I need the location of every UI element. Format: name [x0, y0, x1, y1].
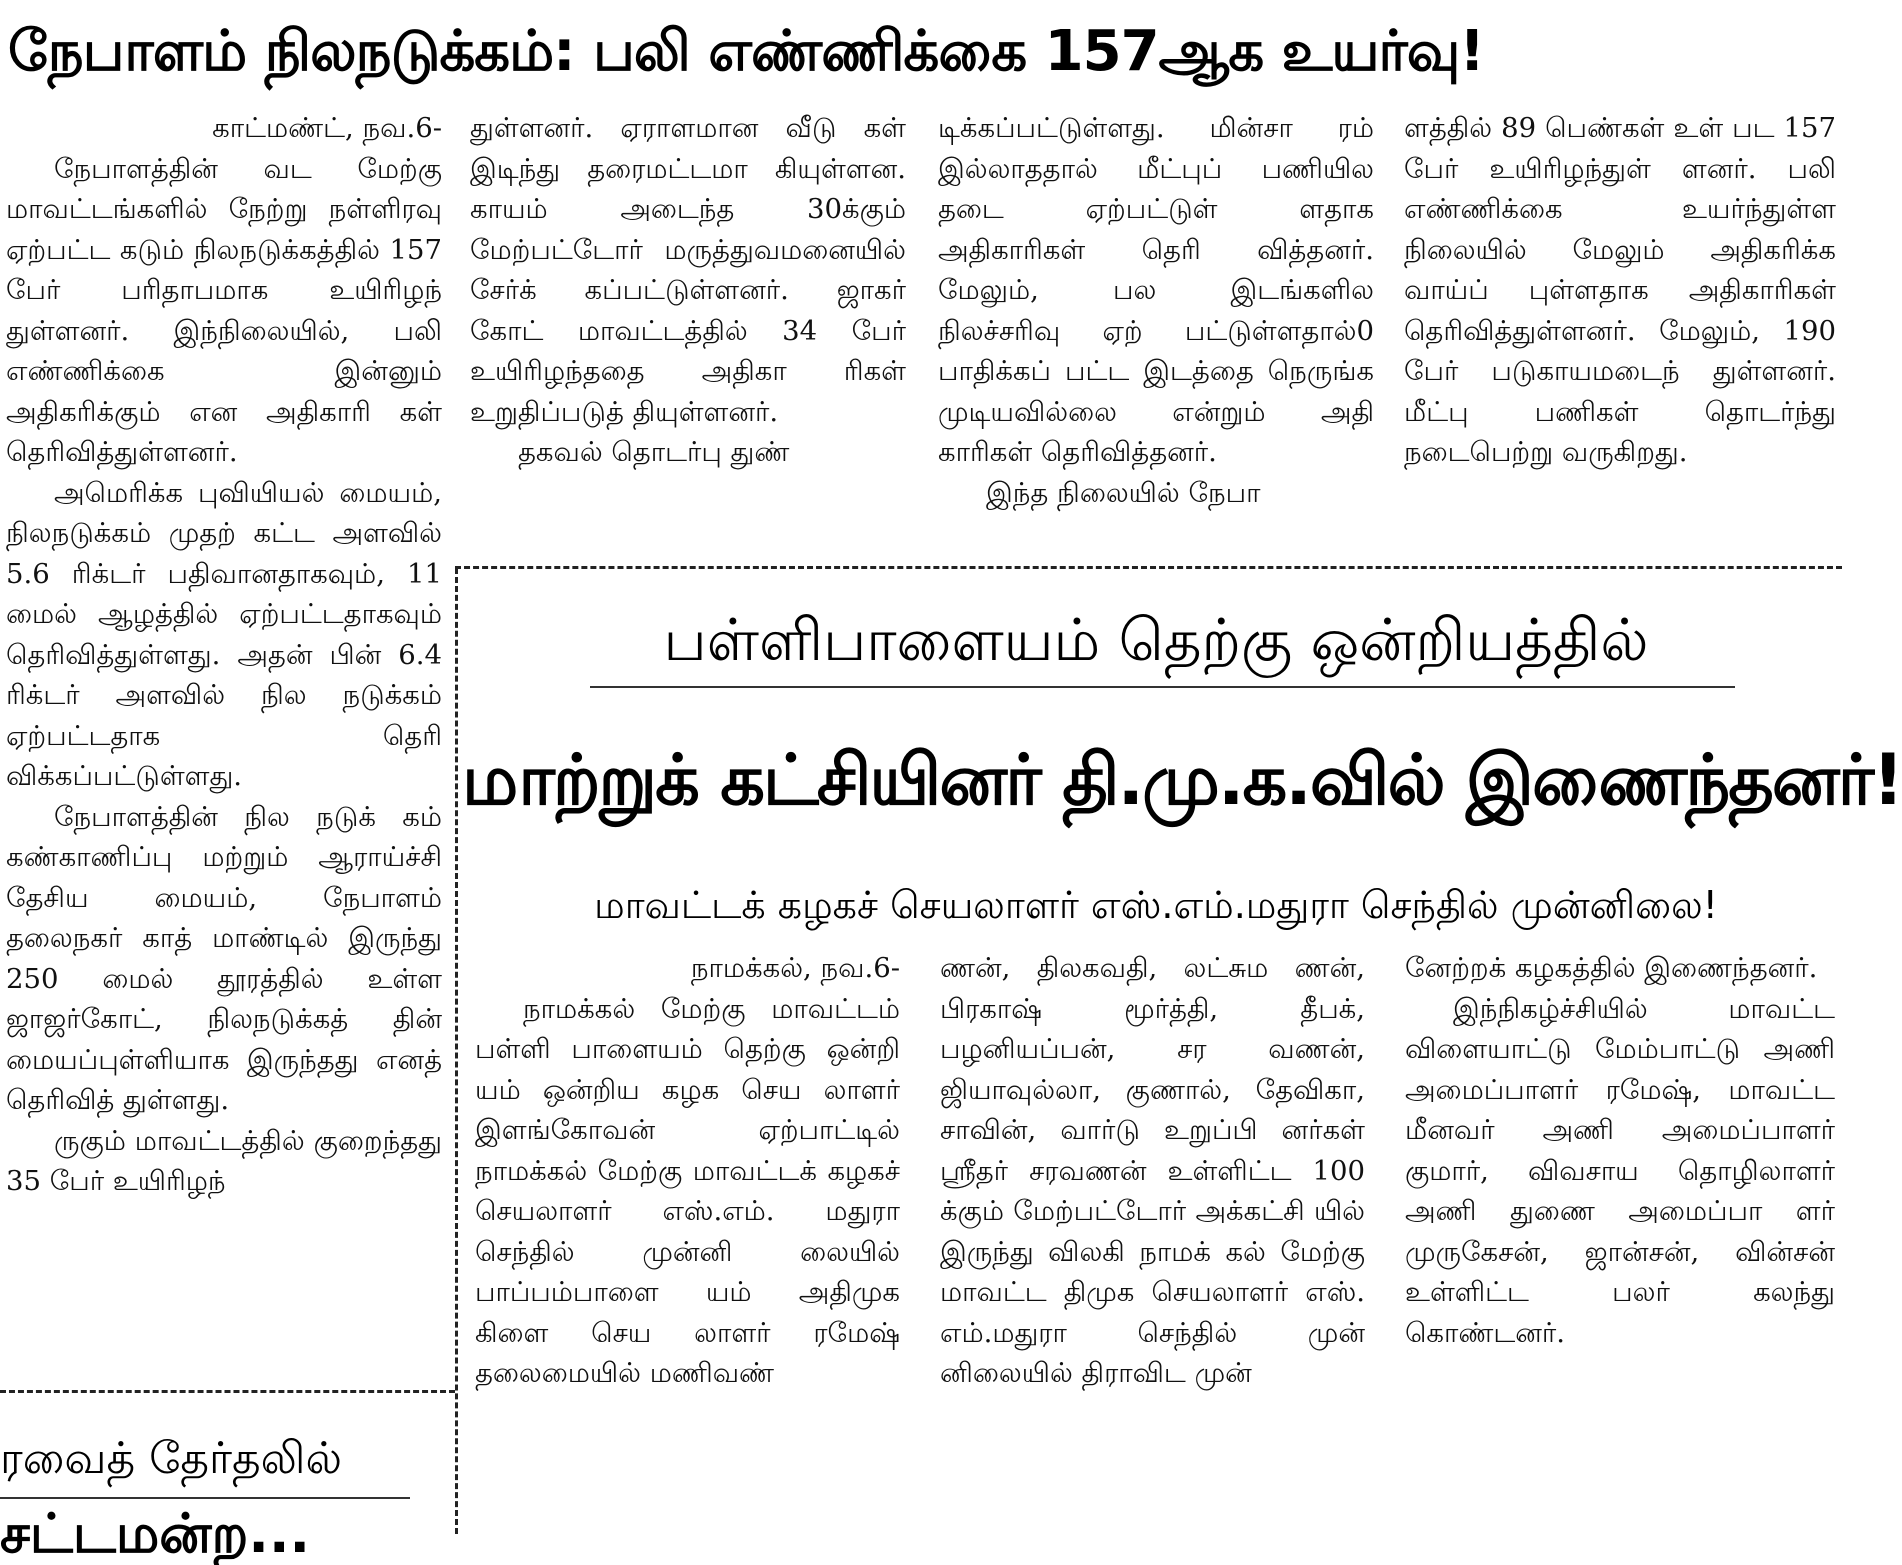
- story-divider-horizontal: [455, 566, 1842, 569]
- second-story-column-3: [1405, 948, 1835, 1353]
- paragraph: இந்நிகழ்ச்சியில் மாவட்ட விளையாட்டு மேம்பாட்டு அணி அமைப்பாளர் ரமேஷ், மாவட்ட மீனவர் அணி அமைப்பாளர் குமார், விவசாய தொழிலாளர் அணி துணை அமைப்பா ளர் முருகேசன், ஜான்சன், வின்சன் உள்ளிட்ட பலர் கலந்து கொண்டனர்.: [1405, 992, 1835, 1349]
- paragraph: நாமக்கல் மேற்கு மாவட்டம் பள்ளி பாளையம் தெற்கு ஒன்றி யம் ஒன்றிய கழக செய லாளர் இளங்கோவன் ஏற்பாட்டில் நாமக்கல் மேற்கு மாவட்டக் கழகச் செயலாளர் எஸ்.எம். மதுரா செந்தில் முன்னி லையில் பாப்பம்பாளை யம் அதிமுக கிளை செய லாளர் ரமேஷ் தலைமையில் மணிவண்: [475, 992, 900, 1389]
- side-story-title-fragment: சட்டமன்ற...: [0, 1502, 310, 1565]
- paragraph: னேற்றக் கழகத்தில் இணைந்தனர்.: [1405, 952, 1818, 984]
- paragraph: இந்த நிலையில் நேபா: [986, 476, 1261, 509]
- paragraph: டிக்கப்பட்டுள்ளது. மின்சா ரம் இல்லாததால் மீட்புப் பணியில தடை ஏற்பட்டுள் ளதாக அதிகாரிகள் தெரி வித்தனர். மேலும், பல இடங்களில நிலச்சரிவு ஏற் பட்டுள்ளதால்0 பாதிக்கப் பட்ட இடத்தை நெருங்க முடியவில்லை என்றும் அதி காரிகள் தெரிவித்தனர்.: [938, 112, 1374, 468]
- second-story-dateline: நாமக்கல், நவ.6-: [690, 952, 900, 984]
- paragraph: அமெரிக்க புவியியல் மையம், நிலநடுக்கம் முதற் கட்ட அளவில் 5.6 ரிக்டர் பதிவானதாகவும், 11 மைல் ஆழத்தில் ஏற்பட்டதாகவும் தெரிவித்துள்ளது. அதன் பின் 6.4 ரிக்டர் அளவில் நில நடுக்கம் ஏற்பட்டதாக தெரி விக்கப்பட்டுள்ளது.: [6, 476, 442, 792]
- paragraph: தகவல் தொடர்பு துண்: [518, 436, 790, 468]
- top-story-dateline: காட்மண்ட், நவ.6-: [212, 112, 442, 144]
- side-story-headline: ரவைத் தேர்தலில்: [0, 1433, 343, 1484]
- second-story-kicker: பள்ளிபாளையம் தெற்கு ஒன்றியத்தில்: [663, 606, 1649, 674]
- paragraph: நேபாளத்தின் வட மேற்கு மாவட்டங்களில் நேற்று நள்ளிரவு ஏற்பட்ட கடும் நிலநடுக்கத்தில் 157 பேர் பரிதாபமாக உயிரிழந் துள்ளனர். இந்நிலையில், பலி எண்ணிக்கை இன்னும் அதிகரிக்கும் என அதிகாரி கள் தெரிவித்துள்ளனர்.: [6, 152, 442, 468]
- second-story-column-1: [475, 948, 900, 1394]
- top-story-column-3: [938, 108, 1374, 513]
- paragraph: ளத்தில் 89 பெண்கள் உள் பட 157 பேர் உயிரிழந்துள் ளனர். பலி எண்ணிக்கை உயர்ந்துள்ள நிலையில் மேலும் அதிகரிக்க வாய்ப் புள்ளதாக அதிகாரிகள் தெரிவித்துள்ளனர். மேலும், 190 பேர் படுகாயமடைந் துள்ளனர். மீட்பு பணிகள் தொடர்ந்து நடைபெற்று வருகிறது.: [1404, 112, 1836, 468]
- top-story-column-1: [6, 108, 442, 1202]
- paragraph: ணன், திலகவதி, லட்சும ணன், பிரகாஷ் மூர்த்தி, தீபக், பழனியப்பன், சர வணன், ஜியாவுல்லா, குணால், தேவிகா, சாவின், வார்டு உறுப்பி னர்கள் ஸ்ரீதர் சரவணன் உள்ளிட்ட 100 க்கும் மேற்பட்டோர் அக்கட்சி யில் இருந்து விலகி நாமக் கல் மேற்கு மாவட்ட திமுக செயலாளர் எஸ். எம்.மதுரா செந்தில் முன் னிலையில் திராவிட முன்: [940, 952, 1365, 1389]
- main-headline: நேபாளம் நிலநடுக்கம்: பலி எண்ணிக்கை 157ஆக உயர்வு!: [8, 19, 1484, 84]
- paragraph: நேபாளத்தின் நில நடுக் கம் கண்காணிப்பு மற்றும் ஆராய்ச்சி தேசிய மையம், நேபாளம் தலைநகர் காத் மாண்டில் இருந்து 250 மைல் தூரத்தில் உள்ள ஜாஜர்கோட், நிலநடுக்கத் தின் மையப்புள்ளியாக இருந்தது எனத் தெரிவித் துள்ளது.: [6, 800, 442, 1116]
- paragraph: துள்ளனர். ஏராளமான வீடு கள் இடிந்து தரைமட்டமா கியுள்ளன. காயம் அடைந்த 30க்கும் மேற்பட்டோர் மருத்துவமனையில் சேர்க் கப்பட்டுள்ளனர். ஜாகர் கோட் மாவட்டத்தில் 34 பேர் உயிரிழந்ததை அதிகா ரிகள் உறுதிப்படுத் தியுள்ளனர்.: [470, 112, 906, 428]
- side-story-divider: [0, 1390, 455, 1393]
- second-story-subhead: மாவட்டக் கழகச் செயலாளர் எஸ்.எம்.மதுரா செந்தில் முன்னிலை!: [594, 883, 1718, 927]
- story-divider-vertical: [455, 568, 458, 1534]
- second-story-column-2: [940, 948, 1365, 1394]
- top-story-column-2: [470, 108, 906, 473]
- kicker-underline: [590, 686, 1735, 688]
- second-story-headline: மாற்றுக் கட்சியினர் தி.மு.க.வில் இணைந்தனர்!: [462, 739, 1902, 821]
- side-story-underline: [0, 1497, 410, 1499]
- paragraph: ருகும் மாவட்டத்தில் குறைந்தது 35 பேர் உயிரிழந்: [6, 1124, 442, 1197]
- top-story-column-4: [1404, 108, 1836, 473]
